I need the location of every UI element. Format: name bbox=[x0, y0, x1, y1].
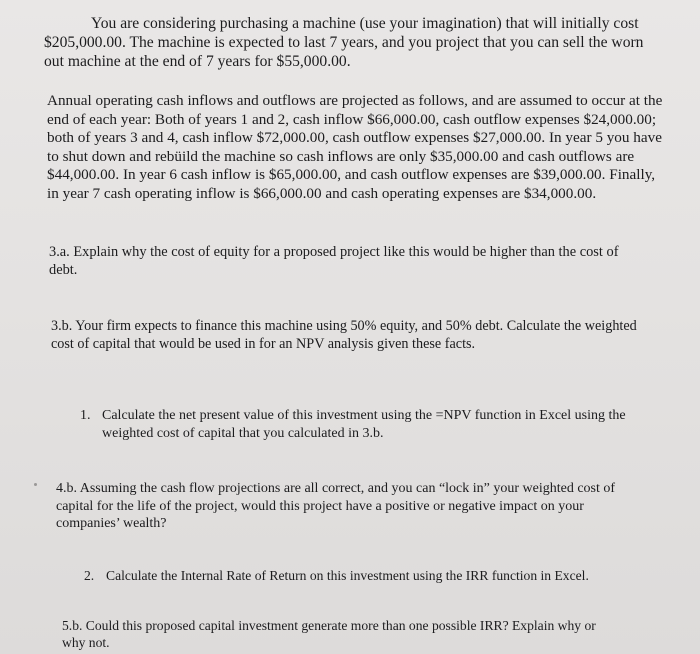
question-5b: 5.b. Could this proposed capital investment generate more than one possible IRR? Explain why or why not. bbox=[62, 618, 596, 650]
numbered-item-1 bbox=[80, 407, 640, 442]
cash-flow-paragraph: Annual operating cash inflows and outflows are projected as follows, and are assumed to occur at the end of each year: Both of years 1 and 2, cash inflow $66,000.00, cash outflow expenses $24,000.00; both of years 3 and 4, cash inflow $72,000.00, cash outflow expenses $27,000.00. In year 5 you have to shut down and rebüild the machine so cash inflows are only $35,000.00 and cash outflows are $44,000.00. In year 6 cash inflow is $65,000.00, and cash outflow expenses are $39,000.00. Finally, in year 7 cash operating inflow is $66,000.00 and cash operating expenses are $34,000.00. bbox=[47, 92, 663, 202]
question-4b: 4.b. Assuming the cash flow projections are all correct, and you can “lock in” your weighted cost of capital for the life of the project, would this project have a positive or negative impact on your companies’ wealth? bbox=[56, 481, 616, 531]
item-number: 1. bbox=[80, 408, 91, 423]
intro-paragraph: You are considering purchasing a machine (use your imagination) that will initially cost $205,000.00. The machine is expected to last 7 years, and you project that you can sell the worn out machine at the end of 7 years for $55,000.00. bbox=[44, 15, 644, 70]
item-number: 2. bbox=[84, 568, 95, 583]
numbered-item-2 bbox=[84, 567, 644, 584]
item-text: Calculate the net present value of this investment using the =NPV function in Excel using the weighted cost of capital that you calculated in 3.b. bbox=[102, 408, 626, 441]
question-3b: 3.b. Your firm expects to finance this machine using 50% equity, and 50% debt. Calculate the weighted cost of capital that would be used in for an NPV analysis given these facts. bbox=[51, 318, 637, 352]
question-3a: 3.a. Explain why the cost of equity for a proposed project like this would be higher than the cost of debt. bbox=[49, 244, 619, 278]
scan-mark bbox=[34, 483, 37, 486]
item-text: Calculate the Internal Rate of Return on this investment using the IRR function in Excel. bbox=[106, 568, 589, 583]
